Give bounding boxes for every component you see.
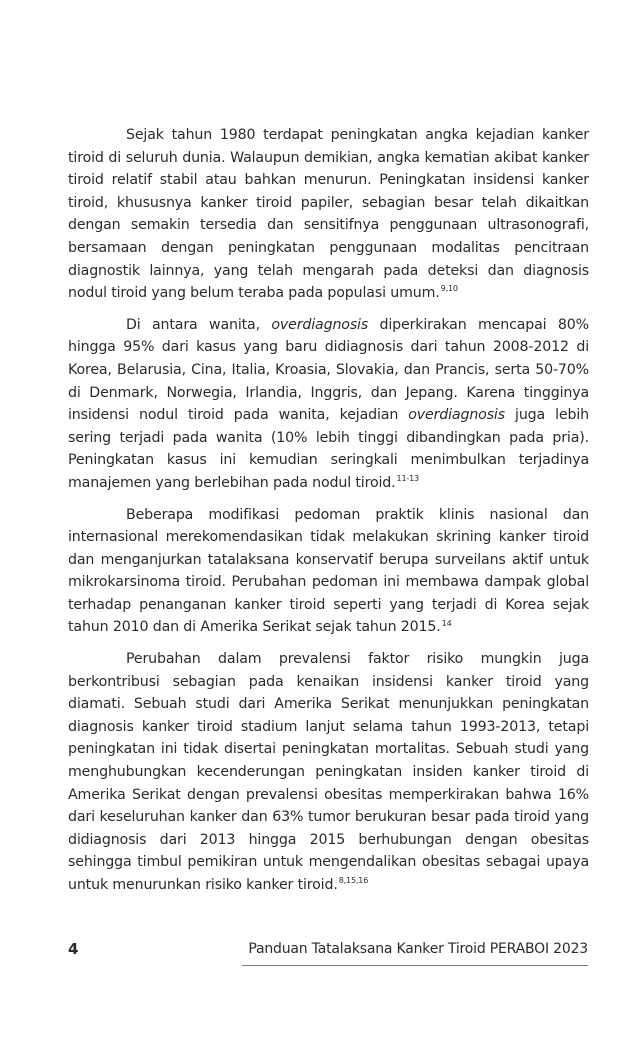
paragraph: [68, 648, 589, 897]
paragraph: [68, 504, 589, 640]
body-text: [68, 124, 589, 906]
citation-superscript: 11-13: [396, 474, 419, 484]
text-run: Beberapa modifikasi pedoman praktik klinis nasional dan internasional merekomendasikan tidak melakukan skrining kanker tiroid dan menganjurkan tatalaksana konservatif berupa surveilans aktif untuk mikrokarsinoma tiroid. Perubahan pedoman ini membawa dampak global terhadap penanganan kanker tiroid seperti yang terjadi di Korea sejak tahun 2010 dan di Amerika Serikat sejak tahun 2015.: [68, 506, 589, 636]
italic-term: overdiagnosis: [271, 316, 369, 333]
footer-divider: [242, 965, 588, 966]
page-footer: [68, 940, 588, 966]
text-run: juga lebih sering terjadi pada wanita (10% lebih tinggi dibandingkan pada pria). Peningkatan kasus ini kemudian seringkali menimbulkan terjadinya manajemen yang berlebihan pada nodul tiroid.: [68, 407, 589, 491]
page-number: 4: [68, 940, 79, 958]
citation-superscript: 8,15,16: [338, 876, 369, 886]
paragraph: [68, 124, 589, 305]
citation-superscript: 9,10: [440, 284, 458, 294]
paragraph: [68, 314, 589, 495]
text-run: Di antara wanita,: [126, 316, 272, 333]
text-run: Sejak tahun 1980 terdapat peningkatan angka kejadian kanker tiroid di seluruh dunia. Walaupun demikian, angka kematian akibat kanker tiroid relatif stabil atau bahkan menurun. Peningkatan insidensi kanker tiroid, khususnya kanker tiroid papiler, sebagian besar telah dikaitkan dengan semakin tersedia dan sensitifnya penggunaan ultrasonografi, bersamaan dengan peningkatan penggunaan modalitas pencitraan diagnostik lainnya, yang telah mengarah pada deteksi dan diagnosis nodul tiroid yang belum teraba pada populasi umum.: [68, 127, 589, 302]
text-run: Perubahan dalam prevalensi faktor risiko mungkin juga berkontribusi sebagian pada kenaikan insidensi kanker tiroid yang diamati. Sebuah studi dari Amerika Serikat menunjukkan peningkatan diagnosis kanker tiroid stadium lanjut selama tahun 1993-2013, tetapi peningkatan ini tidak disertai peningkatan mortalitas. Sebuah studi yang menghubungkan kecenderungan peningkatan insiden kanker tiroid di Amerika Serikat dengan prevalensi obesitas memperkirakan bahwa 16% dari keseluruhan kanker dan 63% tumor berukuran besar pada tiroid yang didiagnosis dari 2013 hingga 2015 berhubungan dengan obesitas sehingga timbul pemikiran untuk mengendalikan obesitas sebagai upaya untuk menurunkan risiko kanker tiroid.: [68, 651, 589, 893]
italic-term: overdiagnosis: [408, 407, 505, 424]
running-title: Panduan Tatalaksana Kanker Tiroid PERABOI 2023: [248, 941, 588, 957]
citation-superscript: 14: [441, 618, 452, 628]
text-run: diperkirakan mencapai 80% hingga 95% dari kasus yang baru didiagnosis dari tahun 2008-2012 di Korea, Belarusia, Cina, Italia, Kroasia, Slovakia, dan Prancis, serta 50-70% di Denmark, Norwegia, Irlandia, Inggris, dan Jepang. Karena tingginya insidensi nodul tiroid pada wanita, kejadian: [68, 316, 589, 424]
